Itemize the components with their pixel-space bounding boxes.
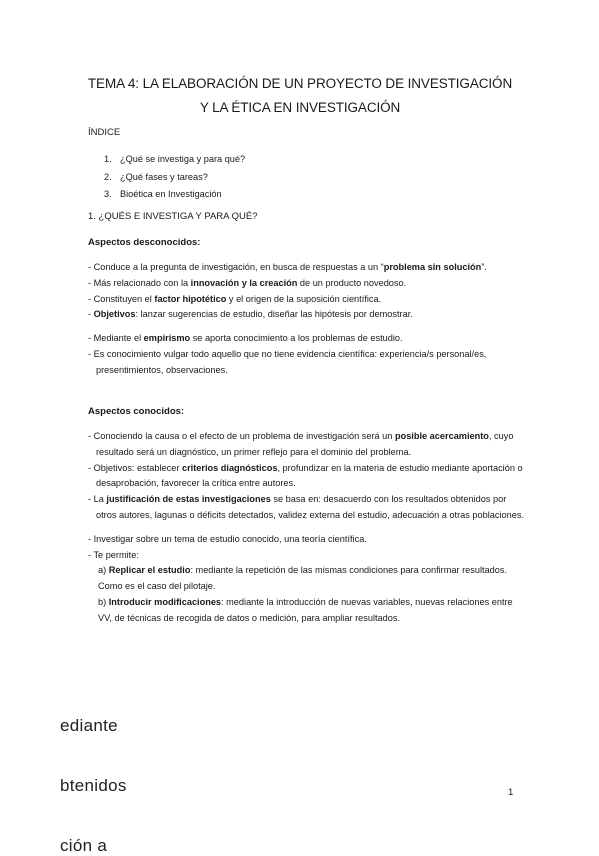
unknown-aspects-list bbox=[88, 260, 528, 379]
overflow-text-fragment: ediante bbox=[60, 716, 118, 735]
document-title bbox=[60, 72, 540, 120]
known-aspects-list bbox=[88, 429, 528, 627]
list-item: 2. ¿Qué fases y tareas? bbox=[104, 171, 208, 182]
list-item: - Objetivos: establecer criterios diagnósticos, profundizar en la materia de estudio mediante aportación o desaprobación, favorecer la crítica entre autores. bbox=[88, 462, 523, 489]
index-list bbox=[104, 151, 245, 204]
unknown-aspects-heading: Aspectos desconocidos: bbox=[88, 237, 201, 248]
list-item: - Conduce a la pregunta de investigación, en busca de respuestas a un “problema sin solución”. bbox=[88, 262, 487, 272]
list-item: a) Replicar el estudio: mediante la repetición de las mismas condiciones para confirmar resultados. Como es el caso del pilotaje. bbox=[98, 565, 508, 592]
list-item: - Objetivos: lanzar sugerencias de estudio, diseñar las hipótesis por demostrar. bbox=[88, 309, 413, 320]
known-aspects-heading: Aspectos conocidos: bbox=[88, 406, 185, 417]
list-item: 1. ¿Qué se investiga y para qué? bbox=[104, 154, 246, 164]
list-item: - Constituyen el factor hipotético y el origen de la suposición científica. bbox=[88, 293, 382, 304]
section-1-heading: 1. ¿QUÉS E INVESTIGA Y PARA QUÉ? bbox=[88, 211, 258, 222]
page-number: 1 bbox=[508, 787, 514, 798]
list-item: - Te permite: bbox=[88, 549, 139, 560]
overflow-text-fragment: ción a bbox=[60, 836, 108, 855]
title-line-2: Y LA ÉTICA EN INVESTIGACIÓN bbox=[199, 100, 401, 115]
list-item: - Investigar sobre un tema de estudio conocido, una teoría científica. bbox=[88, 533, 367, 544]
list-item: - La justificación de estas investigaciones se basa en: desacuerdo con los resultados obtenidos por otros autores, lagunas o déficits detectados, validez externa del estudio, adecuación a otras poblaciones. bbox=[88, 494, 524, 520]
list-item: - Conociendo la causa o el efecto de un problema de investigación será un posible acercamiento, cuyo resultado será un diagnóstico, un primer reflejo para el dominio del problema. bbox=[88, 431, 514, 457]
list-item: - Más relacionado con la innovación y la creación de un producto novedoso. bbox=[88, 277, 407, 288]
list-item: 3. Bioética en Investigación bbox=[104, 189, 222, 199]
title-line-1: TEMA 4: LA ELABORACIÓN DE UN PROYECTO DE INVESTIGACIÓN bbox=[87, 76, 513, 91]
overflow-text-fragment: btenidos bbox=[60, 776, 127, 795]
index-heading: ÍNDICE bbox=[88, 127, 121, 138]
list-item: - Es conocimiento vulgar todo aquello que no tiene evidencia científica: experiencia/s personal/es, presentimientos, observaciones. bbox=[88, 348, 487, 375]
list-item: b) Introducir modificaciones: mediante la introducción de nuevas variables, nuevas relaciones entre VV, de técnicas de recogida de datos o medición, para ampliar resultados. bbox=[98, 596, 513, 623]
list-item: - Mediante el empirismo se aporta conocimiento a los problemas de estudio. bbox=[88, 333, 403, 344]
